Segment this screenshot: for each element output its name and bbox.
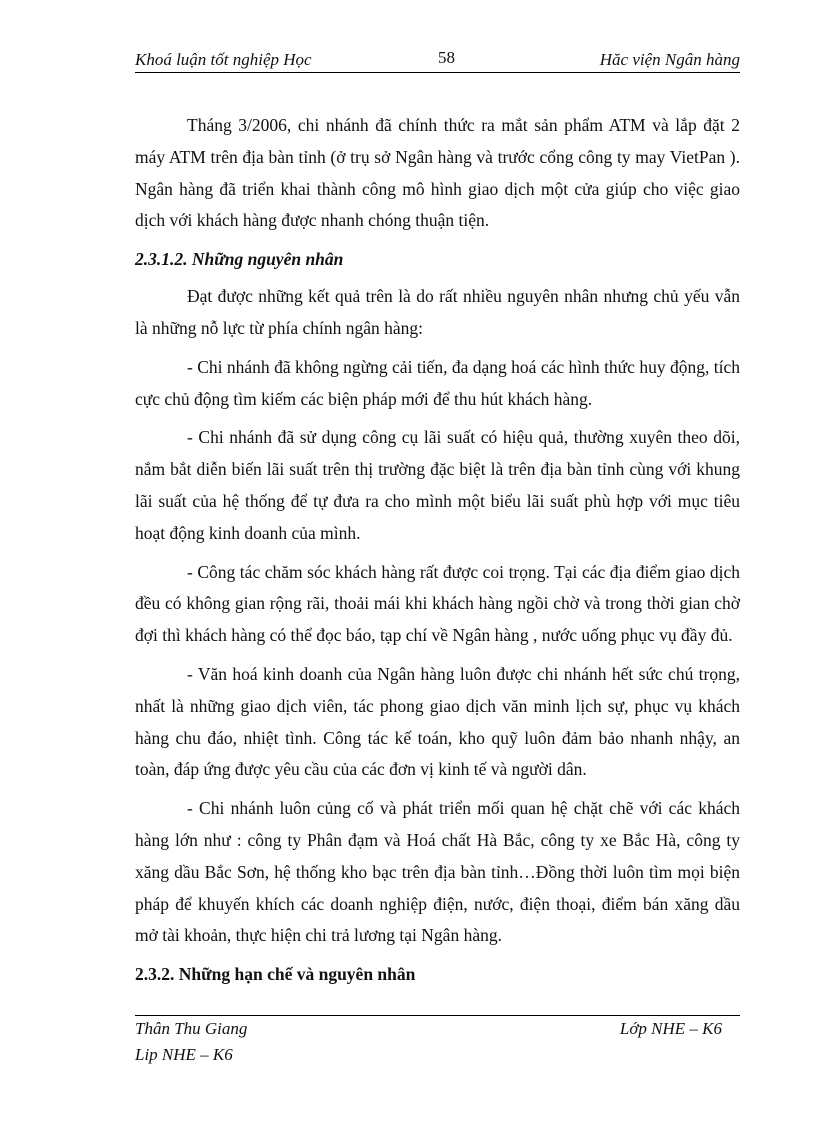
paragraph-bullet-relationships: - Chi nhánh luôn củng cố và phát triển mối quan hệ chặt chẽ với các khách hàng lớn như : công ty Phân đạm và Hoá chất Hà Bắc, công ty xe Bắc Hà, công ty xăng dầu Bắc Sơn, hệ thống kho bạc trên địa bàn tỉnh…Đồng thời luôn tìm mọi biện pháp để khuyến khích các doanh nghiệp điện, nước, điện thoại, điểm bán xăng dầu mở tài khoản, thực hiện chi trả lương tại Ngân hàng.: [135, 798, 740, 946]
header-institution: Hăc viện Ngân hàng: [599, 50, 740, 69]
paragraph-bullet-business-culture: - Văn hoá kinh doanh của Ngân hàng luôn được chi nhánh hết sức chú trọng, nhất là những giao dịch viên, tác phong giao dịch văn minh lịch sự, phục vụ khách hàng chu đáo, nhiệt tình. Công tác kế toán, kho quỹ luôn đảm bảo nhanh nhậy, an toàn, đáp ứng được yêu cầu của các đơn vị kinh tế và người dân.: [135, 663, 740, 780]
document-body: [135, 110, 740, 996]
section-heading-causes: 2.3.1.2. Những nguyên nhân: [135, 249, 344, 270]
section-heading-limitations: 2.3.2. Những hạn chế và nguyên nhân: [135, 964, 416, 985]
paragraph-bullet-customer-care: - Công tác chăm sóc khách hàng rất được coi trọng. Tại các địa điểm giao dịch đều có không gian rộng rãi, thoải mái khi khách hàng ngồi chờ và trong thời gian chờ đợi thì khách hàng có thể đọc báo, tạp chí về Ngân hàng , nước uống phục vụ đầy đủ.: [135, 561, 740, 646]
paragraph-bullet-innovation: - Chi nhánh đã không ngừng cải tiến, đa dạng hoá các hình thức huy động, tích cực chủ động tìm kiếm các biện pháp mới để thu hút khách hàng.: [135, 356, 740, 409]
paragraph-causes-intro: Đạt được những kết quả trên là do rất nhiều nguyên nhân nhưng chủ yếu vẫn là những nỗ lực từ phía chính ngân hàng:: [135, 286, 740, 338]
footer-author: Thân Thu Giang: [135, 1019, 248, 1038]
paragraph-atm: Tháng 3/2006, chi nhánh đã chính thức ra mắt sản phẩm ATM và lắp đặt 2 máy ATM trên địa bàn tỉnh (ở trụ sở Ngân hàng và trước cổng công ty may VietPan ). Ngân hàng đã triển khai thành công mô hình giao dịch một cửa giúp cho việc giao dịch với khách hàng được nhanh chóng thuận tiện.: [135, 115, 740, 231]
page-footer: [135, 1015, 740, 1068]
page-number: 58: [438, 48, 455, 67]
page-header: [135, 48, 740, 73]
footer-class-left: Lip NHE – K6: [135, 1045, 233, 1064]
footer-class-right: Lớp NHE – K6: [619, 1019, 722, 1038]
header-thesis-title: Khoá luận tốt nghiệp Học: [135, 50, 312, 69]
paragraph-bullet-interest-rate: - Chi nhánh đã sử dụng công cụ lãi suất có hiệu quả, thường xuyên theo dõi, nắm bắt diễn biến lãi suất trên thị trường đặc biệt là trên địa bàn tỉnh cùng với khung lãi suất của hệ thống để tự đưa ra cho mình một biểu lãi suất phù hợp với mục tiêu hoạt động kinh doanh của mình.: [135, 427, 740, 543]
